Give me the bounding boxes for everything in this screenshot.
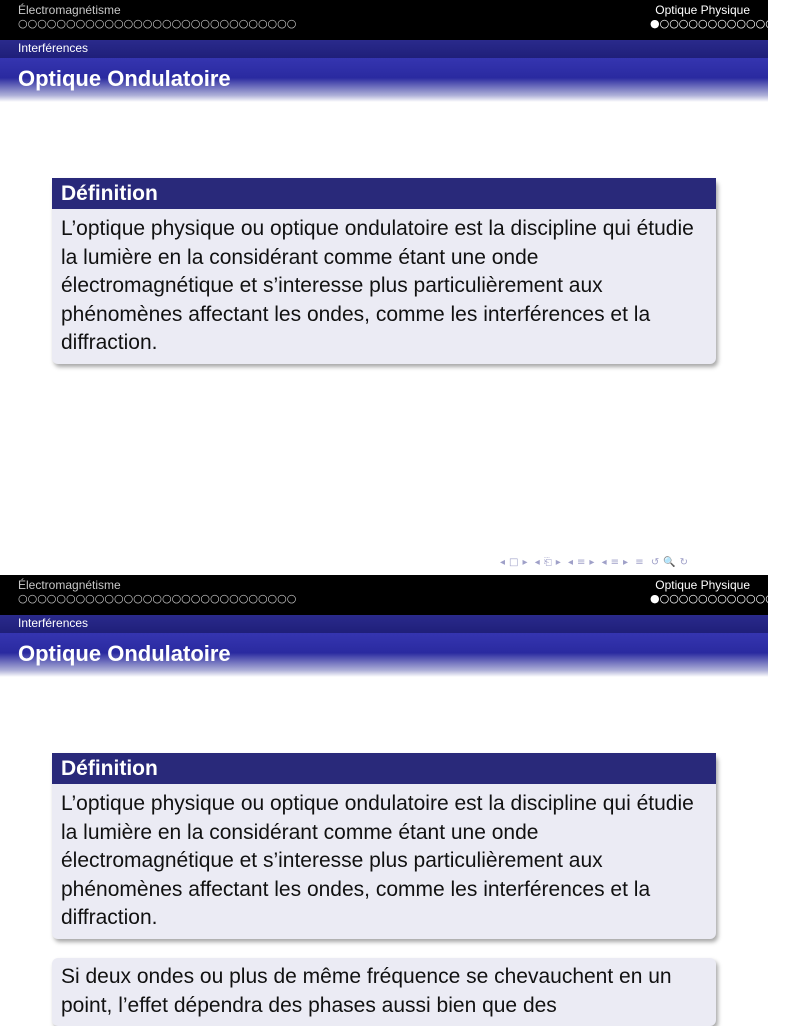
next-slide-icon[interactable]: ▸ xyxy=(522,557,528,568)
prev-frame-icon[interactable]: ◂ xyxy=(534,557,540,568)
block-title: Définition xyxy=(52,753,716,784)
definition-block xyxy=(52,753,716,939)
document-icon[interactable]: ≡ xyxy=(635,557,644,568)
section-link[interactable]: Électromagnétisme xyxy=(18,578,121,592)
text-block xyxy=(52,958,716,1026)
next-subsection-icon[interactable]: ▸ xyxy=(589,557,595,568)
block-body-2: Si deux ondes ou plus de même fréquence se chevauchent en un point, l’effet dépendra des phases aussi bien que des xyxy=(61,965,672,1017)
block-body: L’optique physique ou optique ondulatoire est la discipline qui étudie la lumière en la considérant comme étant une onde électromagnétique et s’interesse plus particulièrement aux phénomènes affectant les ondes, comme les interférences et la diffraction. xyxy=(61,217,694,354)
header-bar xyxy=(0,575,794,615)
frame-title-bar xyxy=(0,58,768,102)
frame-icon[interactable]: ⎗ xyxy=(543,557,552,568)
next-frame-icon[interactable]: ▸ xyxy=(555,557,561,568)
subsection-bar xyxy=(0,40,768,58)
frame-title-bar xyxy=(0,633,768,677)
subsection-bar xyxy=(0,615,768,633)
prev-section-icon[interactable]: ◂ xyxy=(601,557,607,568)
current-frame-dot[interactable]: ● xyxy=(650,17,660,30)
subsection-title[interactable]: Interférences xyxy=(18,616,89,630)
frame-title: Optique Ondulatoire xyxy=(18,641,231,666)
section-link-right[interactable]: Optique Physique xyxy=(655,3,750,17)
current-frame-dot[interactable]: ● xyxy=(650,592,660,605)
section-progress-dots[interactable]: ○○○○○○○○○○○○○○○○○○○○○○○○○○○○○ xyxy=(18,592,297,605)
search-icon[interactable]: 🔍 xyxy=(663,557,676,568)
section-progress-dots-right[interactable] xyxy=(650,18,794,30)
forward-icon[interactable]: ↻ xyxy=(679,557,689,568)
block-title: Définition xyxy=(52,178,716,209)
subsection-title[interactable]: Interférences xyxy=(18,41,89,55)
frame-dots[interactable]: ○○○○○○○○○○○○○○ xyxy=(659,17,794,30)
beamer-navigation-bar xyxy=(500,557,762,571)
slide-2 xyxy=(0,575,794,1024)
section-progress-dots-right[interactable] xyxy=(650,593,794,605)
prev-subsection-icon[interactable]: ◂ xyxy=(567,557,573,568)
subsection-icon[interactable]: ≡ xyxy=(576,557,586,568)
block-body: L’optique physique ou optique ondulatoire est la discipline qui étudie la lumière en la considérant comme étant une onde électromagnétique et s’interesse plus particulièrement aux phénomènes affectant les ondes, comme les interférences et la diffraction. xyxy=(61,792,694,929)
section-link-right[interactable]: Optique Physique xyxy=(655,578,750,592)
section-progress-dots[interactable]: ○○○○○○○○○○○○○○○○○○○○○○○○○○○○○ xyxy=(18,17,297,30)
slide-icon[interactable]: □ xyxy=(509,557,519,568)
definition-block xyxy=(52,178,716,364)
back-icon[interactable]: ↺ xyxy=(650,557,660,568)
header-bar xyxy=(0,0,794,40)
frame-dots[interactable]: ○○○○○○○○○○○○○○ xyxy=(659,592,794,605)
section-icon[interactable]: ≡ xyxy=(610,557,620,568)
prev-slide-icon[interactable]: ◂ xyxy=(500,557,506,568)
next-section-icon[interactable]: ▸ xyxy=(623,557,629,568)
section-link[interactable]: Électromagnétisme xyxy=(18,3,121,17)
frame-title: Optique Ondulatoire xyxy=(18,66,231,91)
